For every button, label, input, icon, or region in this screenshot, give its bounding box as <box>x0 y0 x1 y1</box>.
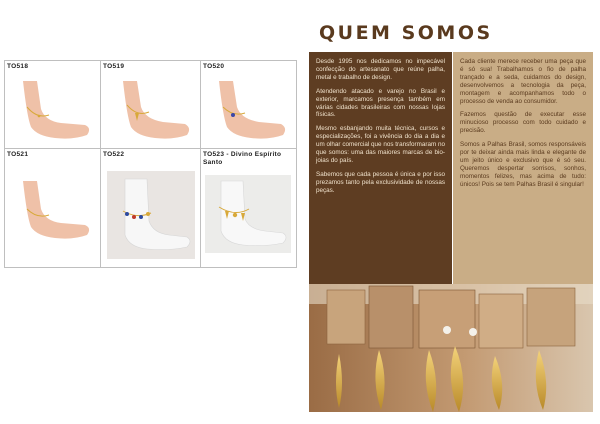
anklet-photo <box>209 79 289 143</box>
about-paragraph: Desde 1995 nos dedicamos no impecável confecção do artesanato que reúne palha, metal e trabalho de design. <box>316 58 445 81</box>
about-paragraph: Somos a Palhas Brasil, somos responsáveis por te deixar ainda mais linda e elegante de um jeito único e exclusivo que é só seu. Queremos despertar sorrisos, sonhos, momentos felizes, mas acima de tudo: únicos! Pois se tem Palhas Brasil é singular! <box>460 141 586 188</box>
product-code: TO521 <box>7 151 29 158</box>
catalog-cell-to519 <box>101 61 201 149</box>
product-code: TO519 <box>103 63 125 70</box>
about-paragraph: Atendendo atacado e varejo no Brasil e exterior, marcamos presença também em várias cidades brasileiras com nossas lojas físicas. <box>316 87 445 119</box>
anklet-photo <box>113 79 193 143</box>
anklet-photo <box>15 179 93 243</box>
anklet-on-mannequin-photo <box>107 171 195 259</box>
product-code: TO520 <box>203 63 225 70</box>
about-paragraph: Cada cliente merece receber uma peça que é só sua! Trabalhamos o fio de palha trançado e a seda, cuidamos do design, desenvolvemos a tecnologia da peça, montagem e acompanhamos todo o processo de venda ao consumidor. <box>460 58 586 105</box>
about-right-column <box>453 52 593 303</box>
anklet-on-mannequin-photo <box>205 175 291 253</box>
product-code: TO522 <box>103 151 125 158</box>
jewelry-display-photo <box>309 284 593 412</box>
catalog-cell-to523 <box>201 149 296 267</box>
about-paragraph: Mesmo esbanjando muita técnica, cursos e especializações, foi a vivência do dia a dia e um olhar comercial que nos transformaram no que somos: uma das maiores marcas de bio-joias do país. <box>316 125 445 164</box>
about-paragraph: Sabemos que cada pessoa é única e por isso prezamos tanto pela exclusividade de nossas peças. <box>316 170 445 194</box>
about-left-column <box>309 52 452 303</box>
product-code: TO518 <box>7 63 29 70</box>
about-paragraph: Fazemos questão de executar esse minucioso processo com todo cuidado e precisão. <box>460 111 586 135</box>
catalog-cell-to518 <box>5 61 101 149</box>
anklet-photo <box>15 79 93 143</box>
product-catalog-table <box>4 60 297 268</box>
catalog-cell-to521 <box>5 149 101 267</box>
page-title: QUEM SOMOS <box>319 22 493 44</box>
about-page <box>307 20 595 412</box>
catalog-cell-to520 <box>201 61 296 149</box>
product-code: TO523 - Divino Espírito Santo <box>203 151 282 166</box>
catalog-cell-to522 <box>101 149 201 267</box>
